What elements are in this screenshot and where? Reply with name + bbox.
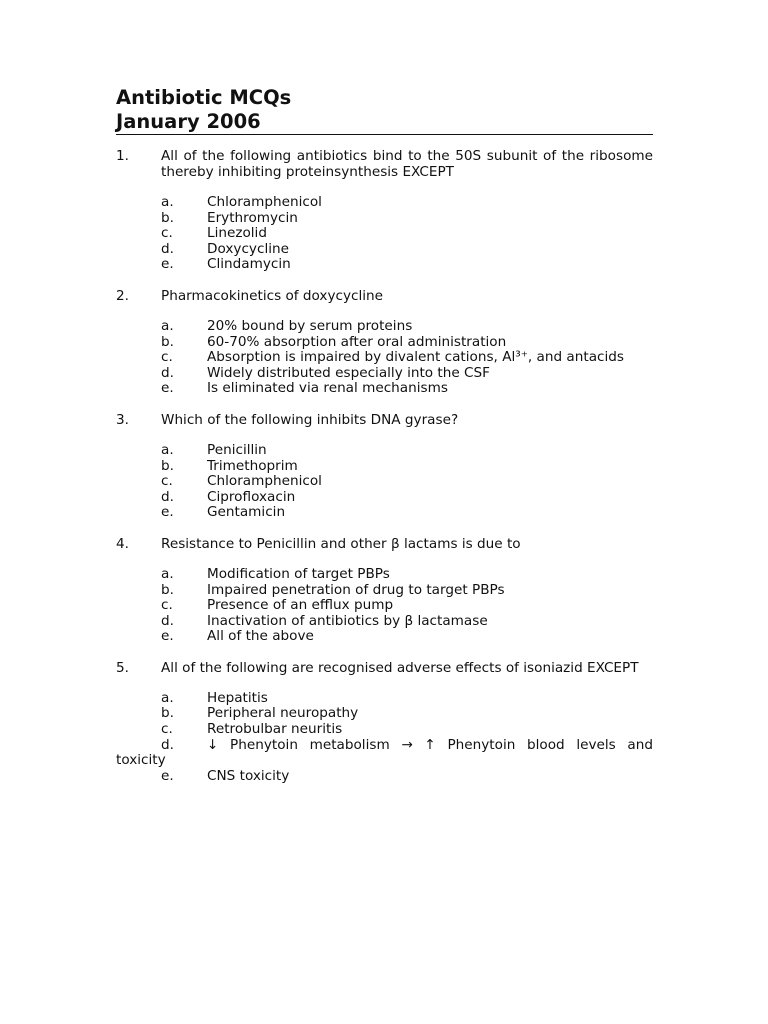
option-text: Clindamycin	[207, 256, 291, 273]
question-list	[116, 148, 653, 784]
spacer	[116, 521, 653, 536]
option-letter: a.	[161, 565, 174, 582]
question-4	[116, 536, 653, 645]
option-text-continuation: toxicity	[116, 752, 166, 769]
question-text: Which of the following inhibits DNA gyrase?	[161, 411, 459, 428]
option-a	[161, 319, 653, 335]
question-text: All of the following are recognised adverse effects of isoniazid EXCEPT	[161, 659, 639, 676]
spacer	[116, 397, 653, 412]
option-letter: a.	[161, 317, 174, 334]
question-number: 2.	[116, 287, 129, 304]
option-letter: e.	[161, 504, 174, 521]
question-text: All of the following antibiotics bind to the 50S subunit of the ribosome thereby inhibiting proteinsynthesis EXCEPT	[161, 148, 653, 180]
option-letter: d.	[161, 240, 174, 257]
option-text: Hepatitis	[207, 689, 268, 706]
option-text: Gentamicin	[207, 504, 286, 521]
option-letter: b.	[161, 457, 174, 474]
document-page	[116, 86, 653, 784]
option-letter: c.	[161, 597, 173, 614]
option-letter: a.	[161, 441, 174, 458]
option-d	[161, 366, 653, 382]
option-d	[161, 242, 653, 258]
option-text: Inactivation of antibiotics by β lactamase	[207, 612, 488, 629]
option-text: 20% bound by serum proteins	[207, 317, 413, 334]
title-underline	[116, 134, 653, 135]
option-list	[116, 195, 653, 273]
option-text: Widely distributed especially into the CSF	[207, 364, 490, 381]
question-5	[116, 660, 653, 785]
option-text: Impaired penetration of drug to target PBPs	[207, 581, 505, 598]
option-list	[116, 691, 653, 785]
option-text: Peripheral neuropathy	[207, 705, 359, 722]
option-letter: e.	[161, 256, 174, 273]
option-text: Chloramphenicol	[207, 194, 322, 210]
option-letter: b.	[161, 581, 174, 598]
option-text: Absorption is impaired by divalent cations, Al³⁺, and antacids	[207, 349, 624, 366]
option-b	[161, 459, 653, 475]
option-text: Penicillin	[207, 441, 267, 458]
option-text: Trimethoprim	[207, 457, 298, 474]
option-text: Erythromycin	[207, 209, 298, 226]
option-list	[116, 443, 653, 521]
option-letter: e.	[161, 380, 174, 397]
option-list	[116, 567, 653, 645]
question-text: Pharmacokinetics of doxycycline	[161, 287, 384, 304]
option-a	[161, 691, 653, 707]
spacer	[116, 273, 653, 288]
title-line-2: January 2006	[116, 110, 261, 133]
option-letter: e.	[161, 767, 174, 784]
option-letter: a.	[161, 689, 174, 706]
option-text: Retrobulbar neuritis	[207, 721, 343, 738]
question-2	[116, 288, 653, 397]
document-title	[116, 86, 653, 134]
question-number: 4.	[116, 535, 129, 552]
option-d	[161, 614, 653, 630]
option-letter: c.	[161, 473, 173, 490]
option-c	[161, 350, 653, 366]
question-number: 3.	[116, 411, 129, 428]
option-e	[161, 505, 653, 521]
question-3	[116, 412, 653, 521]
option-text: 60-70% absorption after oral administration	[207, 333, 507, 350]
option-a	[161, 443, 653, 459]
title-line-1: Antibiotic MCQs	[116, 86, 292, 109]
question-number: 1.	[116, 148, 129, 164]
option-b	[161, 211, 653, 227]
option-b	[161, 335, 653, 351]
option-letter: c.	[161, 721, 173, 738]
question-text: Resistance to Penicillin and other β lactams is due to	[161, 535, 521, 552]
option-c	[161, 474, 653, 490]
option-c	[161, 226, 653, 242]
option-list	[116, 319, 653, 397]
option-text: Ciprofloxacin	[207, 488, 296, 505]
option-d	[161, 490, 653, 506]
option-text: Doxycycline	[207, 240, 289, 257]
option-c	[161, 598, 653, 614]
option-a	[161, 195, 653, 211]
option-letter: a.	[161, 194, 174, 210]
option-letter: d.	[161, 488, 174, 505]
option-e	[161, 381, 653, 397]
option-d	[116, 736, 653, 769]
option-c	[161, 722, 653, 738]
option-text: Presence of an efflux pump	[207, 597, 394, 614]
option-text: All of the above	[207, 628, 314, 645]
option-letter: b.	[161, 209, 174, 226]
option-letter: e.	[161, 628, 174, 645]
option-letter: d.	[161, 736, 174, 753]
question-1	[116, 148, 653, 273]
option-text: ↓ Phenytoin metabolism → ↑ Phenytoin blood levels and	[207, 736, 653, 753]
option-a	[161, 567, 653, 583]
option-text: Linezolid	[207, 225, 267, 242]
option-e	[161, 769, 653, 785]
option-e	[161, 257, 653, 273]
option-letter: c.	[161, 225, 173, 242]
option-letter: b.	[161, 333, 174, 350]
option-text: Chloramphenicol	[207, 473, 322, 490]
option-letter: d.	[161, 612, 174, 629]
option-letter: c.	[161, 349, 173, 366]
spacer	[116, 645, 653, 660]
option-letter: b.	[161, 705, 174, 722]
option-letter: d.	[161, 364, 174, 381]
option-text: Is eliminated via renal mechanisms	[207, 380, 448, 397]
option-b	[161, 583, 653, 599]
question-number: 5.	[116, 659, 129, 676]
option-text: Modification of target PBPs	[207, 565, 390, 582]
option-b	[161, 706, 653, 722]
option-text: CNS toxicity	[207, 767, 290, 784]
option-e	[161, 629, 653, 645]
